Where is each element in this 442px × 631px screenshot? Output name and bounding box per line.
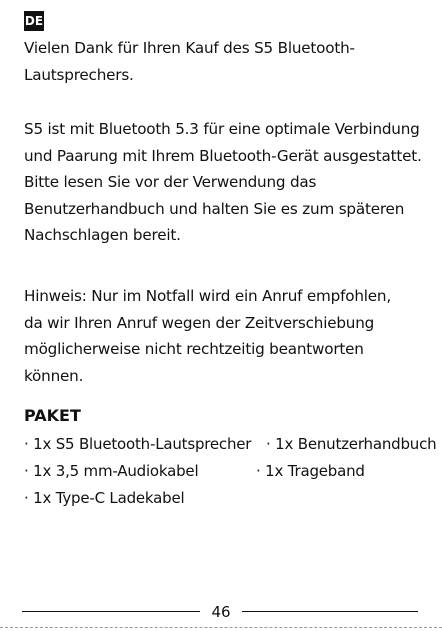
note-line: können. bbox=[24, 366, 84, 385]
page-number: 46 bbox=[211, 603, 231, 621]
package-item-speaker: · 1x S5 Bluetooth-Lautsprecher bbox=[24, 435, 252, 453]
package-item-audio-cable: · 1x 3,5 mm-Audiokabel bbox=[24, 462, 199, 480]
intro-paragraph bbox=[24, 35, 434, 88]
note-line: da wir Ihren Anruf wegen der Zeitverschiebung bbox=[24, 313, 375, 332]
package-item-charging-cable: · 1x Type-C Ladekabel bbox=[24, 489, 185, 507]
note-line: Hinweis: Nur im Notfall wird ein Anruf empfohlen, bbox=[24, 287, 391, 305]
description-line: und Paarung mit Ihrem Bluetooth-Gerät ausgestattet. bbox=[24, 146, 422, 165]
note-paragraph bbox=[24, 283, 434, 389]
description-paragraph bbox=[24, 116, 434, 249]
package-item-manual: · 1x Benutzerhandbuch bbox=[266, 435, 437, 453]
package-heading: PAKET bbox=[24, 406, 81, 425]
description-line: Bitte lesen Sie vor der Verwendung das bbox=[24, 173, 317, 191]
intro-line: Lautsprechers. bbox=[24, 65, 134, 84]
trim-line bbox=[0, 627, 442, 628]
package-item-strap: · 1x Trageband bbox=[256, 462, 365, 480]
description-line: Benutzerhandbuch und halten Sie es zum späteren bbox=[24, 199, 405, 218]
language-badge: DE bbox=[24, 11, 44, 31]
intro-line: Vielen Dank für Ihren Kauf des S5 Bluetooth- bbox=[24, 39, 355, 57]
note-line: möglicherweise nicht rechtzeitig beantworten bbox=[24, 340, 364, 358]
description-line: S5 ist mit Bluetooth 5.3 für eine optimale Verbindung bbox=[24, 120, 420, 138]
description-line: Nachschlagen bereit. bbox=[24, 226, 181, 244]
footer-rule-left bbox=[22, 611, 200, 612]
footer-rule-right bbox=[242, 611, 418, 612]
